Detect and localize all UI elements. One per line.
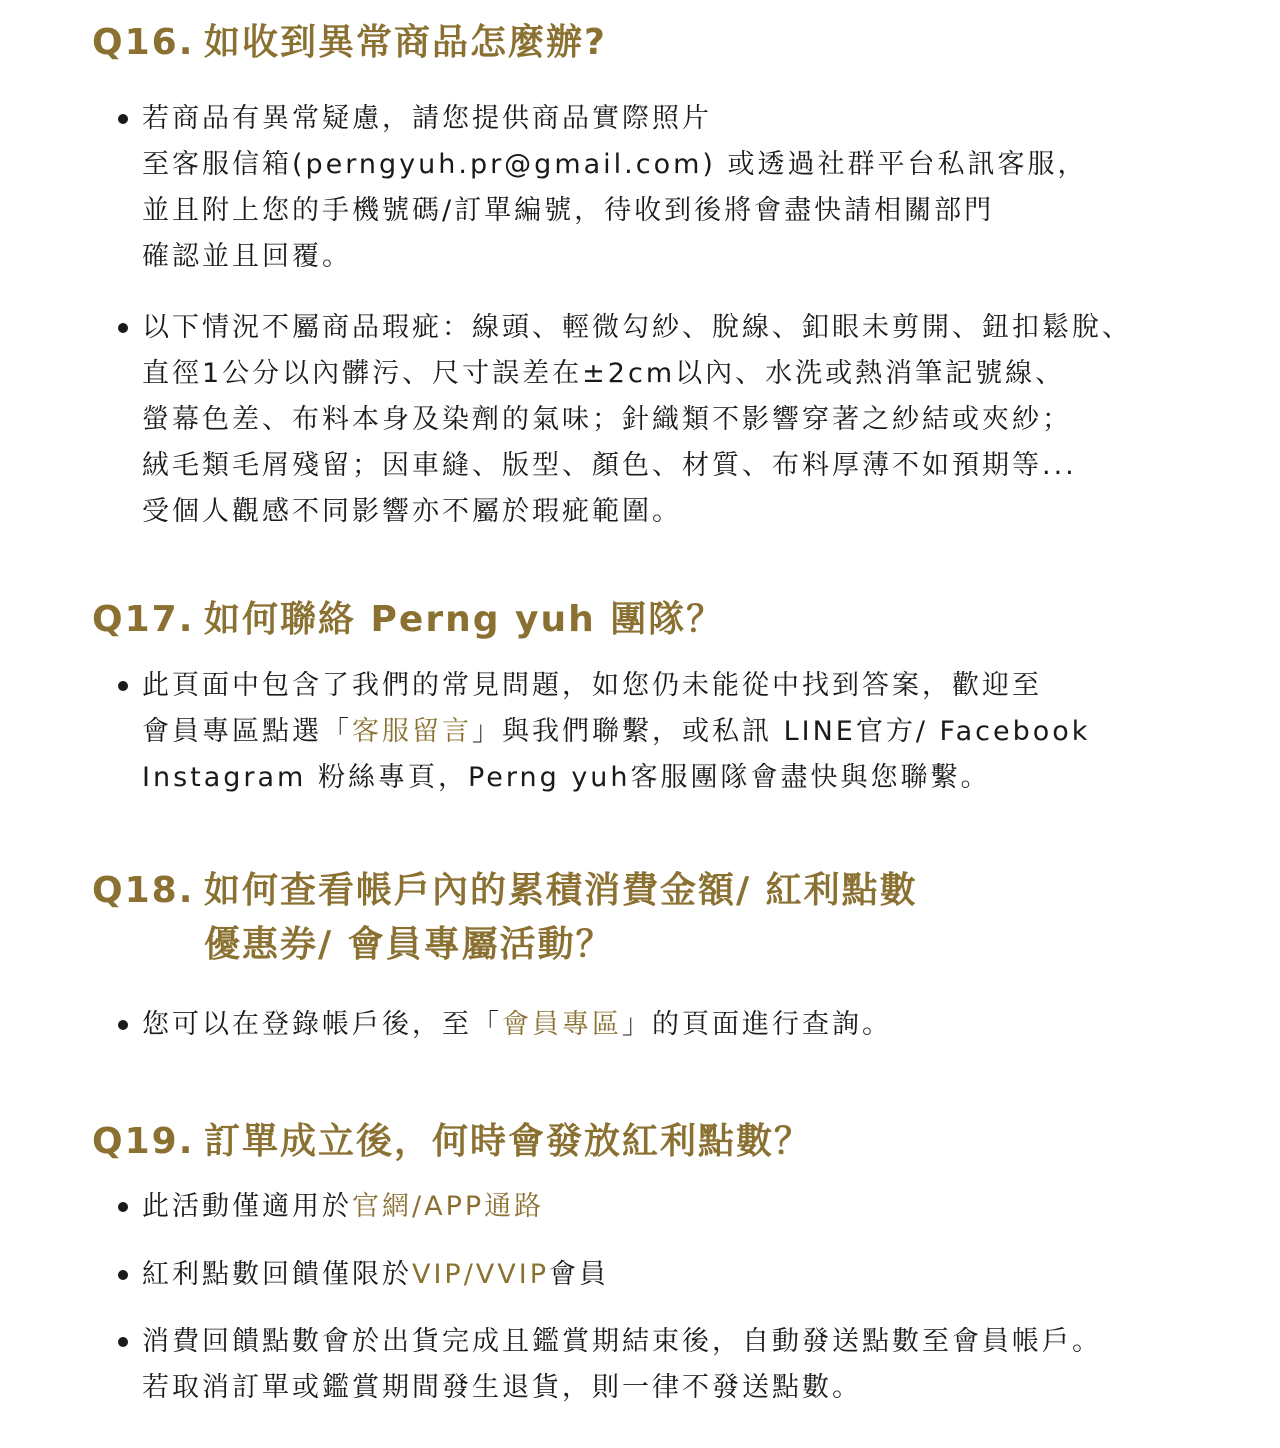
q17-item-1-line-2 xyxy=(142,709,1090,755)
bullet-icon xyxy=(118,681,128,691)
q17-line-2-prefix: 會員專區點選「 xyxy=(142,716,352,747)
q17-item-1-line-1: 此頁面中包含了我們的常見問題，如您仍未能從中找到答案，歡迎至 xyxy=(142,670,1042,701)
q18-number: Q18. xyxy=(92,870,195,911)
q19-item-3 xyxy=(142,1319,1102,1411)
q19-item-3-line-2: 若取消訂單或鑑賞期間發生退貨，則一律不發送點數。 xyxy=(142,1372,862,1403)
q16-item-2-line-1: 以下情況不屬商品瑕疵：線頭、輕微勾紗、脫線、釦眼未剪開、鈕扣鬆脫、 xyxy=(142,312,1132,343)
q19-item-2-suffix: 會員 xyxy=(549,1259,609,1290)
q19-item-3-line-1: 消費回饋點數會於出貨完成且鑑賞期結束後，自動發送點數至會員帳戶。 xyxy=(142,1326,1102,1357)
q16-item-2 xyxy=(142,305,1132,535)
bullet-icon xyxy=(118,114,128,124)
q17-item-1-line-3: Instagram 粉絲專頁，Perng yuh客服團隊會盡快與您聯繫。 xyxy=(142,762,991,793)
q18-item-1-suffix: 」的頁面進行查詢。 xyxy=(622,1009,892,1040)
q16-item-1-line-1: 若商品有異常疑慮，請您提供商品實際照片 xyxy=(142,103,712,134)
q18-heading xyxy=(92,864,918,972)
q16-item-2-line-5: 受個人觀感不同影響亦不屬於瑕疵範圍。 xyxy=(142,496,682,527)
bullet-icon xyxy=(118,1020,128,1030)
q16-item-2-line-3: 螢幕色差、布料本身及染劑的氣味；針織類不影響穿著之紗結或夾紗； xyxy=(142,404,1072,435)
q19-item-1 xyxy=(142,1184,544,1230)
bullet-icon xyxy=(118,1337,128,1347)
bullet-icon xyxy=(118,323,128,333)
q18-title-line-1: 如何查看帳戶內的累積消費金額/ 紅利點數 xyxy=(204,870,918,911)
q17-item-1 xyxy=(142,663,1090,801)
q18-item-1 xyxy=(142,1002,892,1048)
q16-heading xyxy=(92,16,607,70)
q19-title: 訂單成立後，何時會發放紅利點數？ xyxy=(204,1121,813,1162)
q19-item-2 xyxy=(142,1252,609,1298)
q16-item-1-line-4: 確認並且回覆。 xyxy=(142,241,352,272)
q16-item-1-line-2: 至客服信箱(perngyuh.pr@gmail.com) 或透過社群平台私訊客服， xyxy=(142,149,1088,180)
q18-item-1-prefix: 您可以在登錄帳戶後，至「 xyxy=(142,1009,502,1040)
q19-heading xyxy=(92,1115,812,1169)
bullet-icon xyxy=(118,1202,128,1212)
member-area-link[interactable]: 會員專區 xyxy=(502,1009,622,1040)
q17-number: Q17. xyxy=(92,599,195,640)
q16-title: 如收到異常商品怎麼辦? xyxy=(204,22,607,63)
q19-item-1-prefix: 此活動僅適用於 xyxy=(142,1191,352,1222)
q16-item-2-line-4: 絨毛類毛屑殘留；因車縫、版型、顏色、材質、布料厚薄不如預期等... xyxy=(142,450,1077,481)
q18-title-line-2: 優惠券/ 會員專屬活動？ xyxy=(204,924,614,965)
q19-item-2-prefix: 紅利點數回饋僅限於 xyxy=(142,1259,412,1290)
q17-heading xyxy=(92,593,724,647)
q16-number: Q16. xyxy=(92,22,195,63)
q16-item-2-line-2: 直徑1公分以內髒污、尺寸誤差在±2cm以內、水洗或熱消筆記號線、 xyxy=(142,358,1066,389)
q17-title: 如何聯絡 Perng yuh 團隊？ xyxy=(204,599,725,640)
q16-item-1-line-3: 並且附上您的手機號碼/訂單編號，待收到後將會盡快請相關部門 xyxy=(142,195,995,226)
q17-line-2-suffix: 」與我們聯繫，或私訊 LINE官方/ Facebook xyxy=(472,716,1091,747)
q19-item-2-highlight: VIP/VVIP xyxy=(412,1259,549,1290)
customer-service-message-link[interactable]: 客服留言 xyxy=(352,716,472,747)
q19-item-1-highlight: 官網/APP通路 xyxy=(352,1191,545,1222)
bullet-icon xyxy=(118,1270,128,1280)
q19-number: Q19. xyxy=(92,1121,195,1162)
q16-item-1 xyxy=(142,96,1088,280)
